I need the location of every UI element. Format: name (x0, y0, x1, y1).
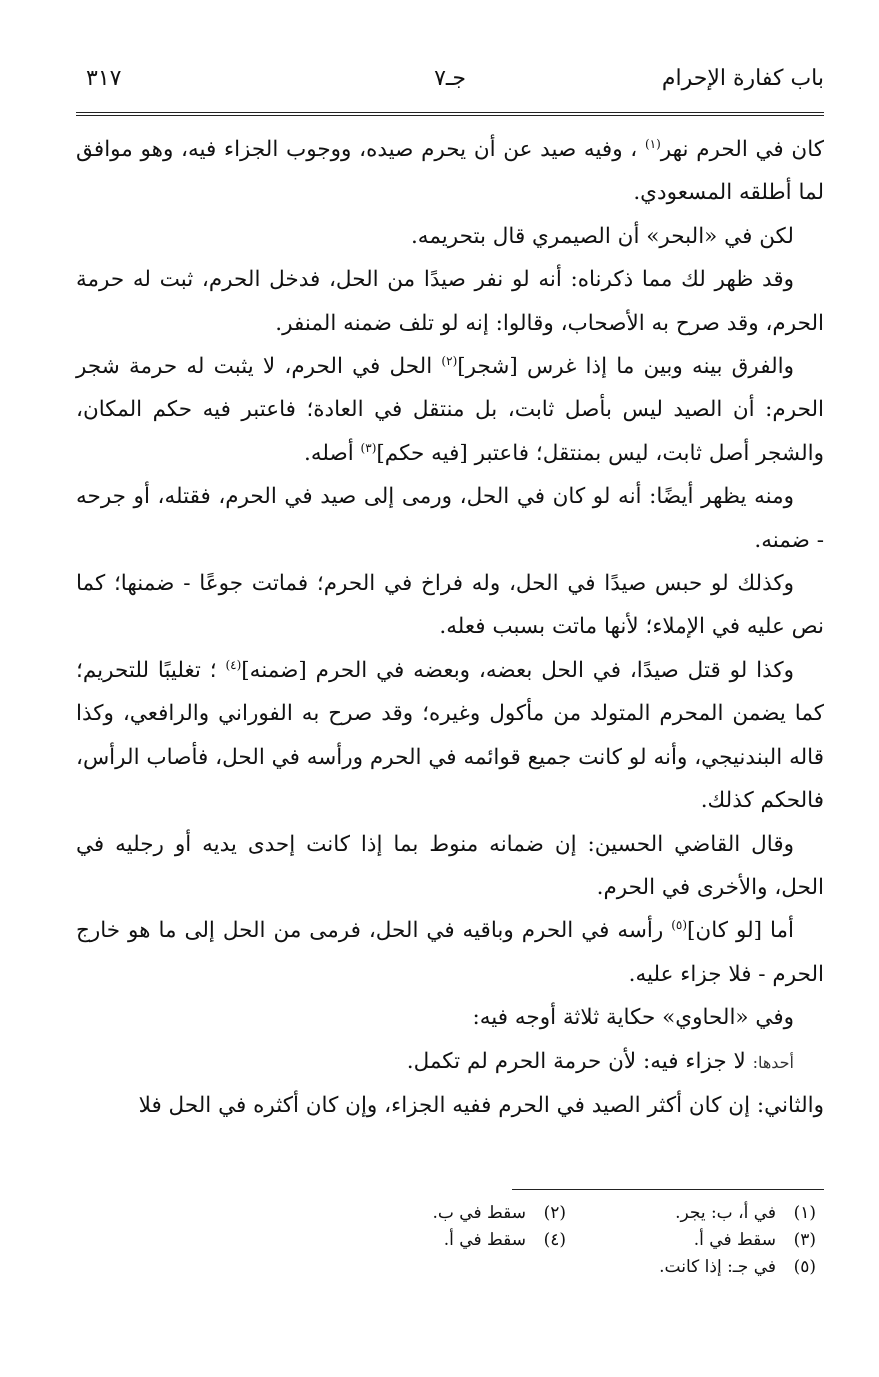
text-run: ، وفيه صيد عن أن يحرم صيده، ووجوب الجزاء فيه، وهو موافق لما أطلقه المسعودي. (76, 137, 824, 206)
volume-label: جـ٧ (434, 66, 466, 91)
paragraph (76, 345, 824, 475)
paragraph (76, 128, 824, 215)
paragraph (76, 649, 824, 823)
text-run: رأسه في الحرم وباقيه في الحل، فرمى من الحل إلى ما هو خارج الحرم - فلا جزاء عليه. (76, 918, 824, 987)
footnote-text: سقط في ب. (432, 1203, 526, 1223)
text-run: أما [لو كان] (687, 918, 794, 944)
list-lead-word: أحدها: (752, 1052, 794, 1072)
paragraph: ومنه يظهر أيضًا: أنه لو كان في الحل، ورمى إلى صيد في الحرم، فقتله، أو جرحه - ضمنه. (76, 484, 824, 553)
paragraph (76, 1040, 824, 1084)
footnote-number: (٣) (793, 1230, 816, 1250)
chapter-title: باب كفارة الإحرام (661, 66, 824, 91)
text-run: والفرق بينه وبين ما إذا غرس [شجر] (457, 354, 794, 380)
paragraph: والثاني: إن كان أكثر الصيد في الحرم ففيه الجزاء، وإن كان أكثره في الحل فلا (138, 1092, 824, 1118)
main-text (76, 128, 824, 1127)
footnote (316, 1200, 566, 1227)
paragraph: لكن في «البحر» أن الصيمري قال بتحريمه. (410, 223, 794, 249)
paragraph (76, 909, 824, 996)
footnote (566, 1200, 816, 1227)
footnote (316, 1227, 566, 1254)
text-run: كان في الحرم نهر (660, 137, 824, 162)
footnote-text: سقط في أ. (693, 1230, 776, 1250)
footnote-ref: (٤) (225, 657, 242, 672)
header-double-rule (76, 112, 824, 116)
book-page (76, 0, 824, 1377)
footnote-ref: (١) (644, 136, 661, 151)
footnote-ref: (٥) (671, 918, 688, 933)
footnote-ref: (٣) (360, 440, 377, 455)
text-run: الحل في الحرم، لا يثبت له حرمة شجر الحرم: أن الصيد ليس بأصل ثابت، بل منتقل في العادة؛ فاعتبر فيه حكم المكان، والشجر أصل ثابت، ليس بمنتقل؛ فاعتبر [فيه حكم] (76, 354, 824, 466)
footnote-text: في جـ: إذا كانت. (659, 1257, 776, 1277)
footnote-row (316, 1254, 816, 1281)
footnote-ref: (٢) (441, 353, 458, 368)
text-run: ؛ تغليبًا للتحريم؛ كما يضمن المحرم المتولد من مأكول وغيره؛ وقد صرح به الفوراني والرافعي، وكذا قاله البندنيجي، وأنه لو كانت جميع قوائمه في الحرم ورأسه في الحل، فأصاب الرأس، فالحكم كذلك. (76, 657, 824, 814)
paragraph: وفي «الحاوي» حكاية ثلاثة أوجه فيه: (472, 1005, 794, 1031)
paragraph: وقد ظهر لك مما ذكرناه: أنه لو نفر صيدًا من الحل، فدخل الحرم، ثبت له حرمة الحرم، وقد صرح به الأصحاب، وقالوا: إنه لو تلف ضمنه المنفر. (76, 267, 824, 336)
footnote-number: (٢) (543, 1203, 566, 1223)
footnote-number: (٥) (793, 1257, 816, 1277)
text-run: أصله. (304, 440, 361, 466)
footnote-row (316, 1200, 816, 1227)
footnote-number: (٤) (543, 1230, 566, 1250)
text-run: لا جزاء فيه: لأن حرمة الحرم لم تكمل. (406, 1048, 753, 1074)
footnote-text: في أ، ب: يجر. (675, 1203, 776, 1223)
footnote-row (316, 1227, 816, 1254)
page-number: ٣١٧ (86, 66, 122, 91)
footnote-rule (512, 1189, 824, 1190)
text-run: وكذا لو قتل صيدًا، في الحل بعضه، وبعضه في الحرم [ضمنه] (241, 657, 794, 683)
footnote (566, 1227, 816, 1254)
footnote-text: سقط في أ. (443, 1230, 526, 1250)
footnote-number: (١) (793, 1203, 816, 1223)
footnote (566, 1254, 816, 1281)
running-head (76, 66, 824, 102)
paragraph: وكذلك لو حبس صيدًا في الحل، وله فراخ في الحرم؛ فماتت جوعًا - ضمنها؛ كما نص عليه في الإملاء؛ لأنها ماتت بسبب فعله. (76, 571, 824, 640)
paragraph: وقال القاضي الحسين: إن ضمانه منوط بما إذا كانت إحدى يديه أو رجليه في الحل، والأخرى في الحرم. (76, 831, 824, 900)
footnotes (316, 1200, 816, 1281)
